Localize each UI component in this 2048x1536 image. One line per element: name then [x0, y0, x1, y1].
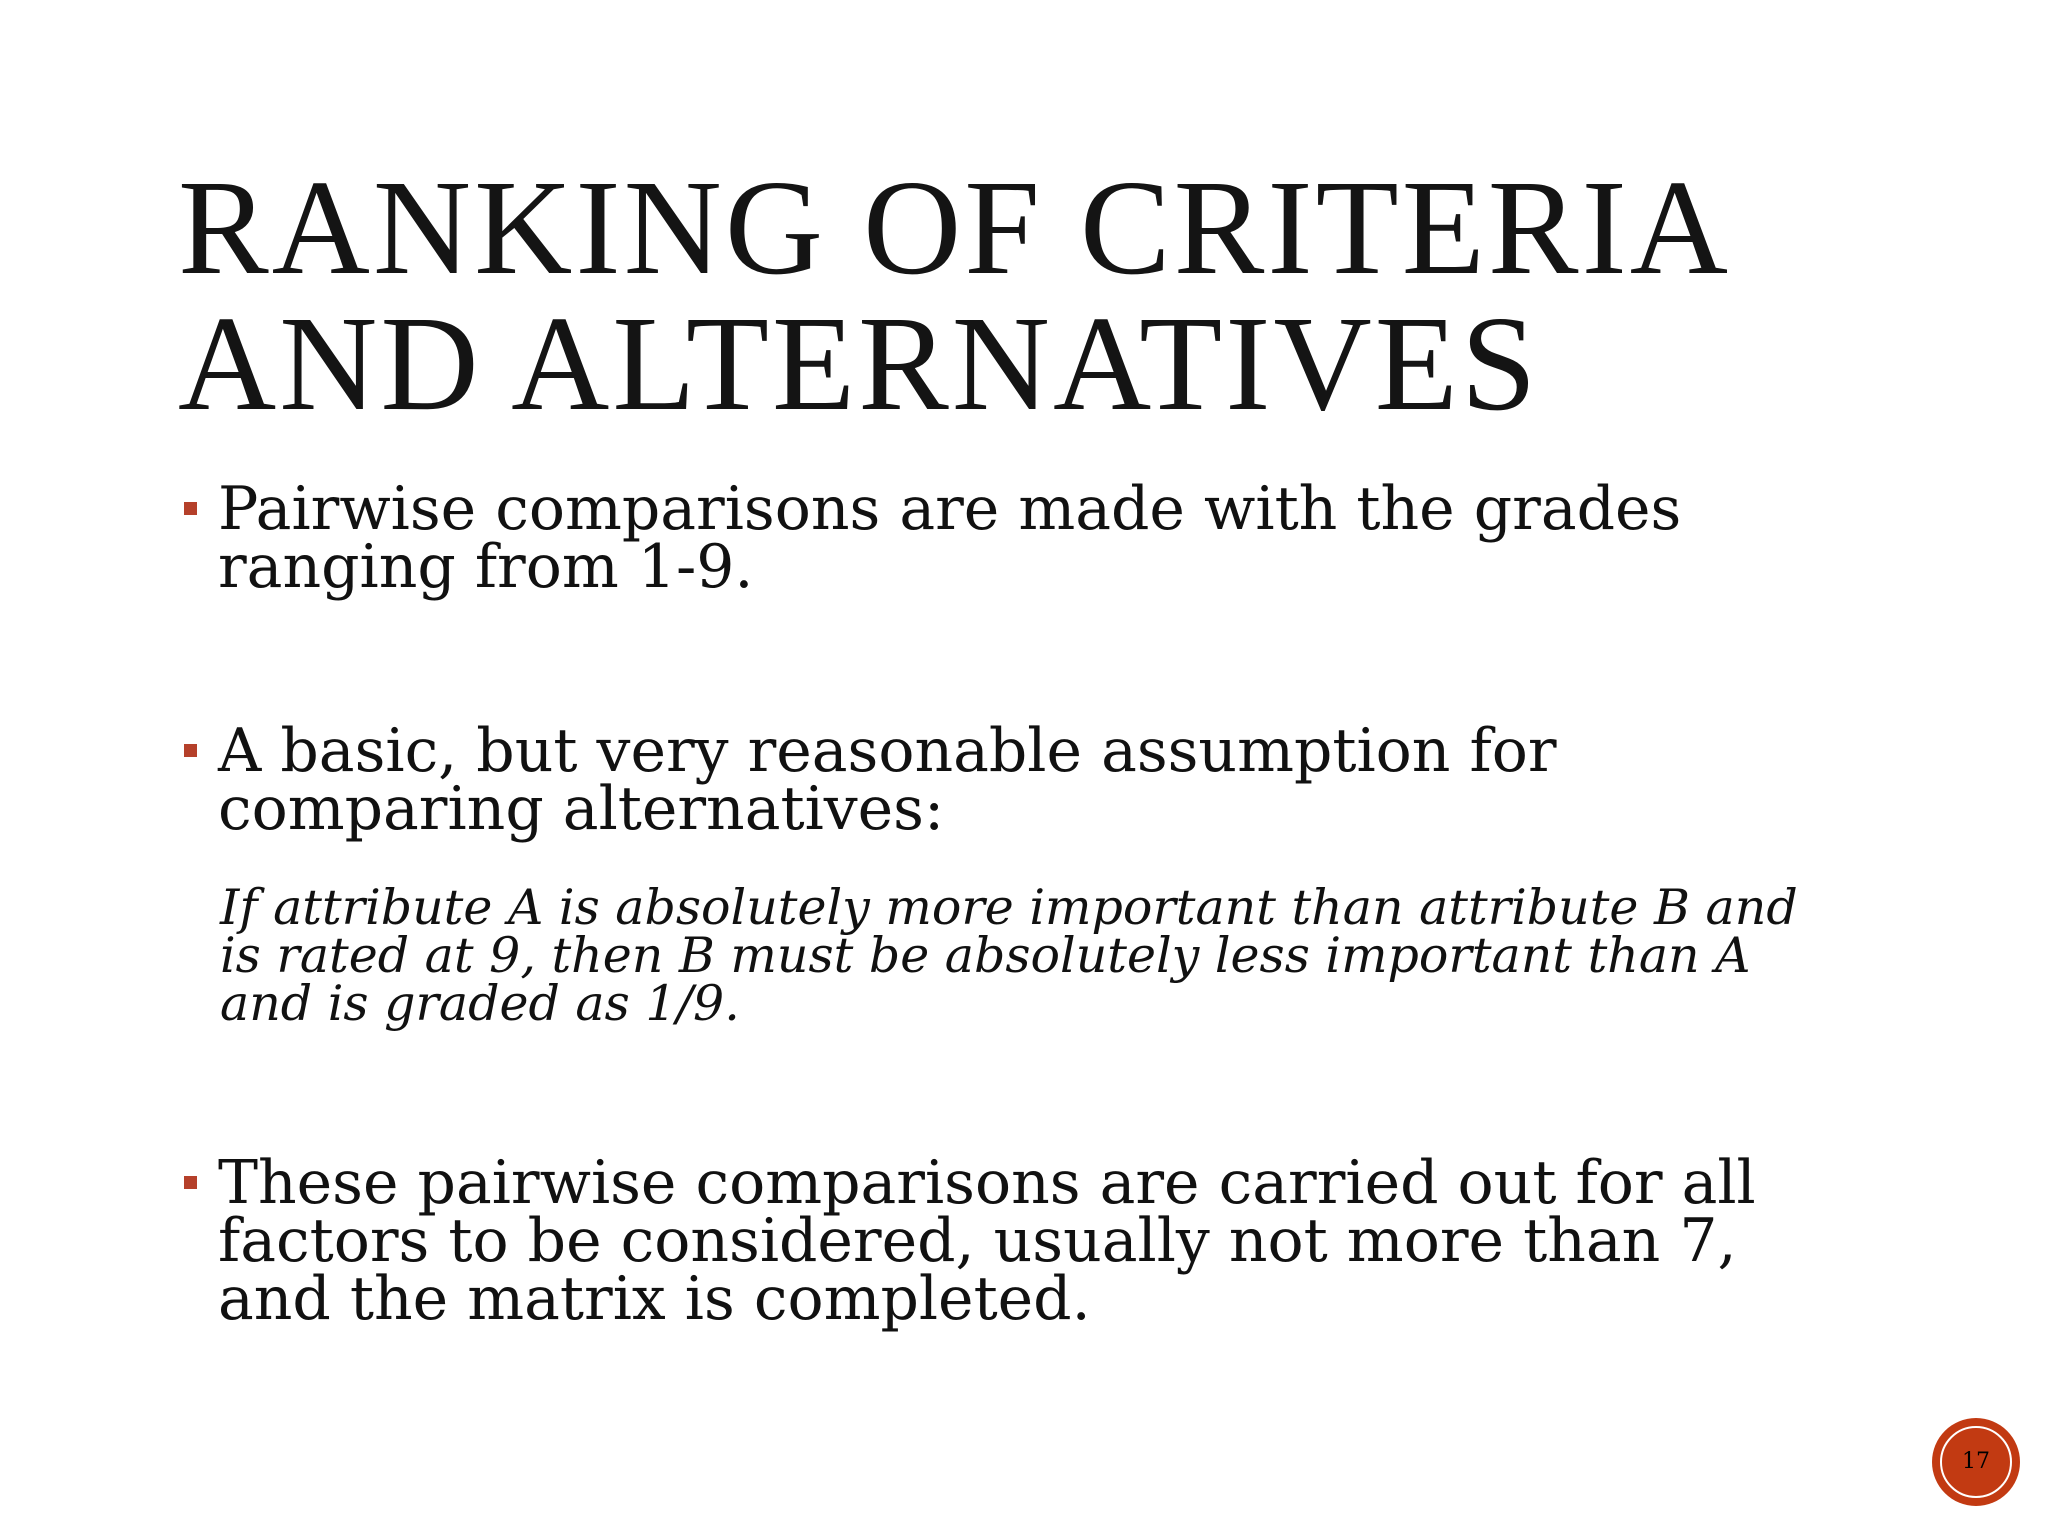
- slide-title-line-2: AND ALTERNATIVES: [178, 289, 1540, 439]
- bullet-text-1: Pairwise comparisons are made with the grades ranging from 1-9.: [218, 474, 1682, 602]
- bullet-item-3: [178, 1148, 1838, 1334]
- page-number: 17: [1962, 1449, 1990, 1474]
- slide-title: [178, 153, 1878, 439]
- bullet-item-1: [178, 474, 1838, 602]
- slide-title-line-1: RANKING OF CRITERIA: [178, 153, 1731, 303]
- square-bullet-icon: [184, 744, 197, 757]
- bullet-item-2: [178, 716, 1838, 844]
- page-number-badge: [1934, 1420, 2018, 1504]
- square-bullet-icon: [184, 502, 197, 515]
- assumption-quote: If attribute A is absolutely more important than attribute B and is rated at 9, then B must be absolutely less important than A and is graded as 1/9.: [220, 879, 1798, 1032]
- square-bullet-icon: [184, 1176, 197, 1189]
- bullet-text-2: A basic, but very reasonable assumption for comparing alternatives:: [218, 716, 1557, 844]
- bullet-text-3: These pairwise comparisons are carried out for all factors to be considered, usually not more than 7, and the matrix is completed.: [218, 1148, 1756, 1334]
